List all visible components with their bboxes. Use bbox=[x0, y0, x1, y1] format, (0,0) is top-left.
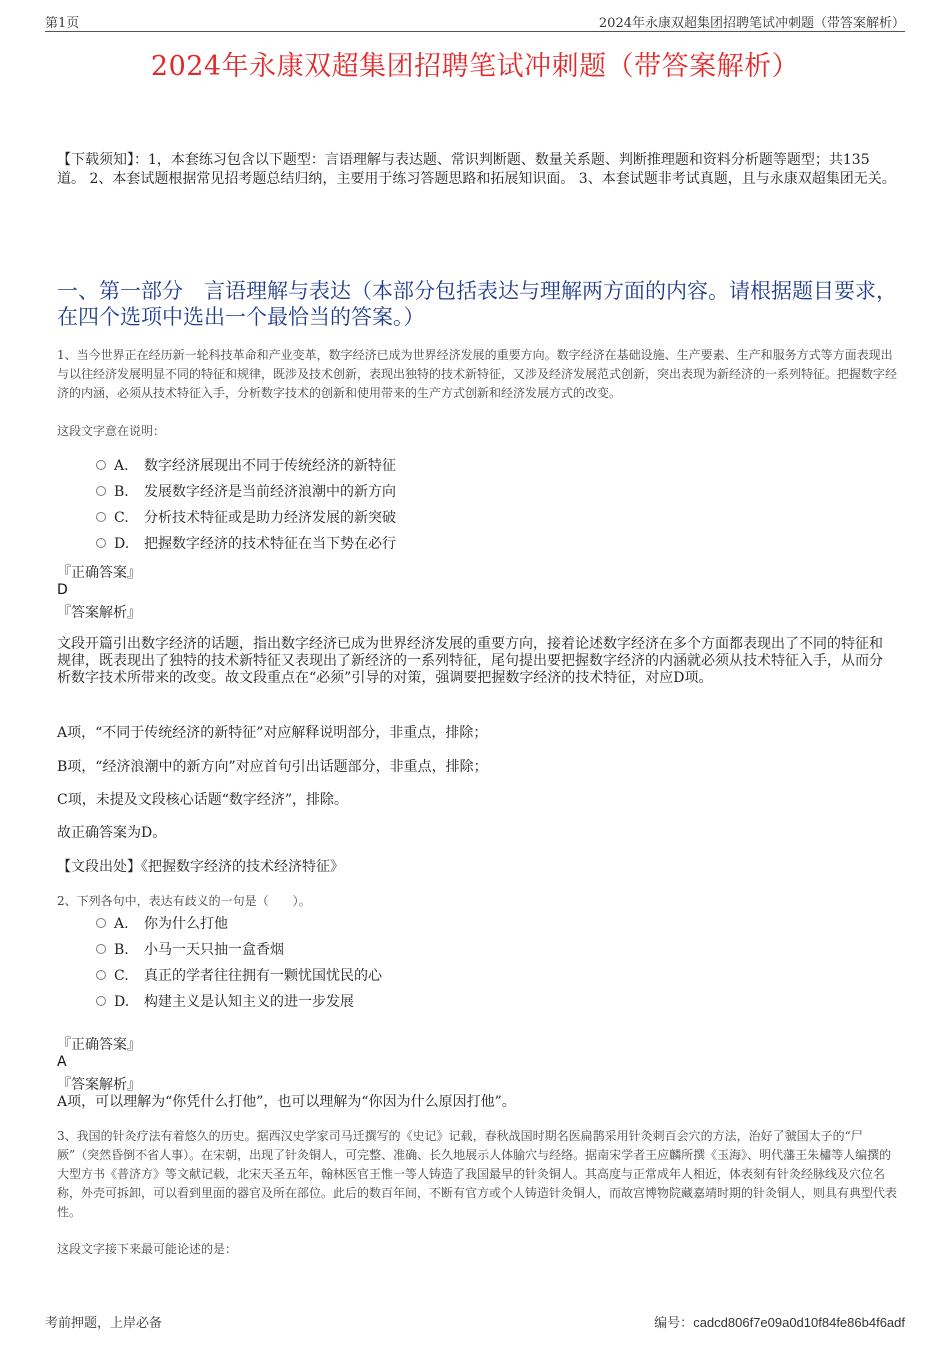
radio-icon[interactable] bbox=[96, 970, 106, 980]
radio-icon[interactable] bbox=[96, 538, 106, 548]
question-1-stem: 1、当今世界正在经历新一轮科技革命和产业变革，数字经济已成为世界经济发展的重要方向。数字经济在基础设施、生产要素、生产和服务方式等方面表现出与以往经济发展明显不同的特征和规律，既涉及技术创新，表现出独特的技术新特征，又涉及经济发展范式创新，突出表现为新经济的一系列特征。把握数字经济的内涵，必须从技术特征入手，分析数字技术的创新和使用带来的生产方式创新和经济发展方式的改变。 bbox=[57, 348, 898, 400]
q2-answer-label: 『正确答案』 bbox=[57, 1037, 141, 1053]
q1-analysis-label: 『答案解析』 bbox=[57, 605, 141, 621]
radio-icon[interactable] bbox=[96, 460, 106, 470]
footer-code bbox=[654, 1312, 905, 1331]
download-notice: 【下载须知】：1，本套练习包含以下题型：言语理解与表达题、常识判断题、数量关系题、判断推理题和资料分析题等题型；共135道。 2、本套试题根据常见招考题总结归纳，主要用于练习答题思路和拓展知识面。 3、本套试题非考试真题，且与永康双超集团无关。 bbox=[57, 152, 896, 187]
radio-icon[interactable] bbox=[96, 996, 106, 1006]
footer-code-label: 编号： bbox=[654, 1316, 694, 1331]
page-number: 第1页 bbox=[45, 16, 80, 31]
q2-option-b[interactable]: B. 小马一天只抽一盒香烟 bbox=[96, 940, 284, 960]
question-3-prompt: 这段文字接下来最可能论述的是： bbox=[57, 1242, 238, 1256]
radio-icon[interactable] bbox=[96, 512, 106, 522]
q2-answer: A bbox=[57, 1054, 67, 1070]
q2-option-c[interactable]: C. 真正的学者往往拥有一颗忧国忧民的心 bbox=[96, 966, 382, 986]
q1-conclusion: 故正确答案为D。 bbox=[57, 825, 167, 841]
header-doc-title: 2024年永康双超集团招聘笔试冲刺题（带答案解析） bbox=[598, 16, 905, 31]
q1-note-c: C项，未提及文段核心话题“数字经济”，排除。 bbox=[57, 792, 349, 808]
q1-option-b[interactable]: B. 发展数字经济是当前经济浪潮中的新方向 bbox=[96, 482, 396, 502]
question-2-stem: 2、下列各句中，表达有歧义的一句是（ ）。 bbox=[57, 894, 311, 908]
q1-option-c[interactable]: C. 分析技术特征或是助力经济发展的新突破 bbox=[96, 508, 396, 528]
q2-analysis-label: 『答案解析』 bbox=[57, 1077, 141, 1093]
q1-note-a: A项，“不同于传统经济的新特征”对应解释说明部分，非重点，排除； bbox=[57, 725, 488, 741]
footer-slogan: 考前押题，上岸必备 bbox=[45, 1316, 163, 1331]
question-3-stem: 3、我国的针灸疗法有着悠久的历史。据西汉史学家司马迁撰写的《史记》记载，春秋战国时期名医扁鹊采用针灸刺百会穴的方法，治好了虢国太子的“尸厥”（突然昏倒不省人事）。在宋朝，出现了针灸铜人，可完整、准确、长久地展示人体腧穴与经络。据南宋学者王应麟所撰《玉海》、明代藩王朱橚等人编撰的大型方书《普济方》等文献记载，北宋天圣五年，翰林医官王惟一等人铸造了我国最早的针灸铜人。其高度与正常成年人相近，体表刻有针灸经脉线及穴位名称，外壳可拆卸，可以看到里面的器官及所在部位。此后的数百年间，不断有官方或个人铸造针灸铜人，而故宫博物院藏嘉靖时期的针灸铜人，则具有典型代表性。 bbox=[57, 1129, 898, 1219]
q1-option-a[interactable]: A. 数字经济展现出不同于传统经济的新特征 bbox=[96, 456, 396, 476]
q1-answer: D bbox=[57, 582, 68, 598]
q2-analysis: A项，可以理解为“你凭什么打他”，也可以理解为“你因为什么原因打他”。 bbox=[57, 1094, 516, 1110]
q1-answer-label: 『正确答案』 bbox=[57, 565, 141, 581]
page-title: 2024年永康双超集团招聘笔试冲刺题（带答案解析） bbox=[150, 51, 800, 82]
q1-analysis: 文段开篇引出数字经济的话题，指出数字经济已成为世界经济发展的重要方向，接着论述数字经济在多个方面都表现出了不同的特征和规律，既表现出了独特的技术新特征又表现出了新经济的一系列特征，尾句提出要把握数字经济的内涵就必须从技术特征入手，从而分析数字技术所带来的改变。故文段重点在“必须”引导的对策，强调要把握数字经济的技术特征，对应D项。 bbox=[57, 636, 883, 686]
q2-option-d[interactable]: D. 构建主义是认知主义的进一步发展 bbox=[96, 992, 354, 1012]
q2-option-a[interactable]: A. 你为什么打他 bbox=[96, 914, 228, 934]
radio-icon[interactable] bbox=[96, 944, 106, 954]
section-heading: 一、第一部分 言语理解与表达（本部分包括表达与理解两方面的内容。请根据题目要求，在四个选项中选出一个最恰当的答案。） bbox=[57, 279, 897, 329]
radio-icon[interactable] bbox=[96, 486, 106, 496]
q1-note-b: B项，“经济浪潮中的新方向”对应首句引出话题部分，非重点，排除； bbox=[57, 759, 488, 775]
q1-option-d[interactable]: D. 把握数字经济的技术特征在当下势在必行 bbox=[96, 534, 396, 554]
footer-code-value: cadcd806f7e09a0d10f84fe86b4f6adf bbox=[693, 1315, 905, 1330]
radio-icon[interactable] bbox=[96, 918, 106, 928]
q1-source: 【文段出处】《把握数字经济的技术经济特征》 bbox=[57, 859, 344, 875]
question-1-prompt: 这段文字意在说明： bbox=[57, 424, 166, 438]
header-divider bbox=[45, 31, 905, 32]
